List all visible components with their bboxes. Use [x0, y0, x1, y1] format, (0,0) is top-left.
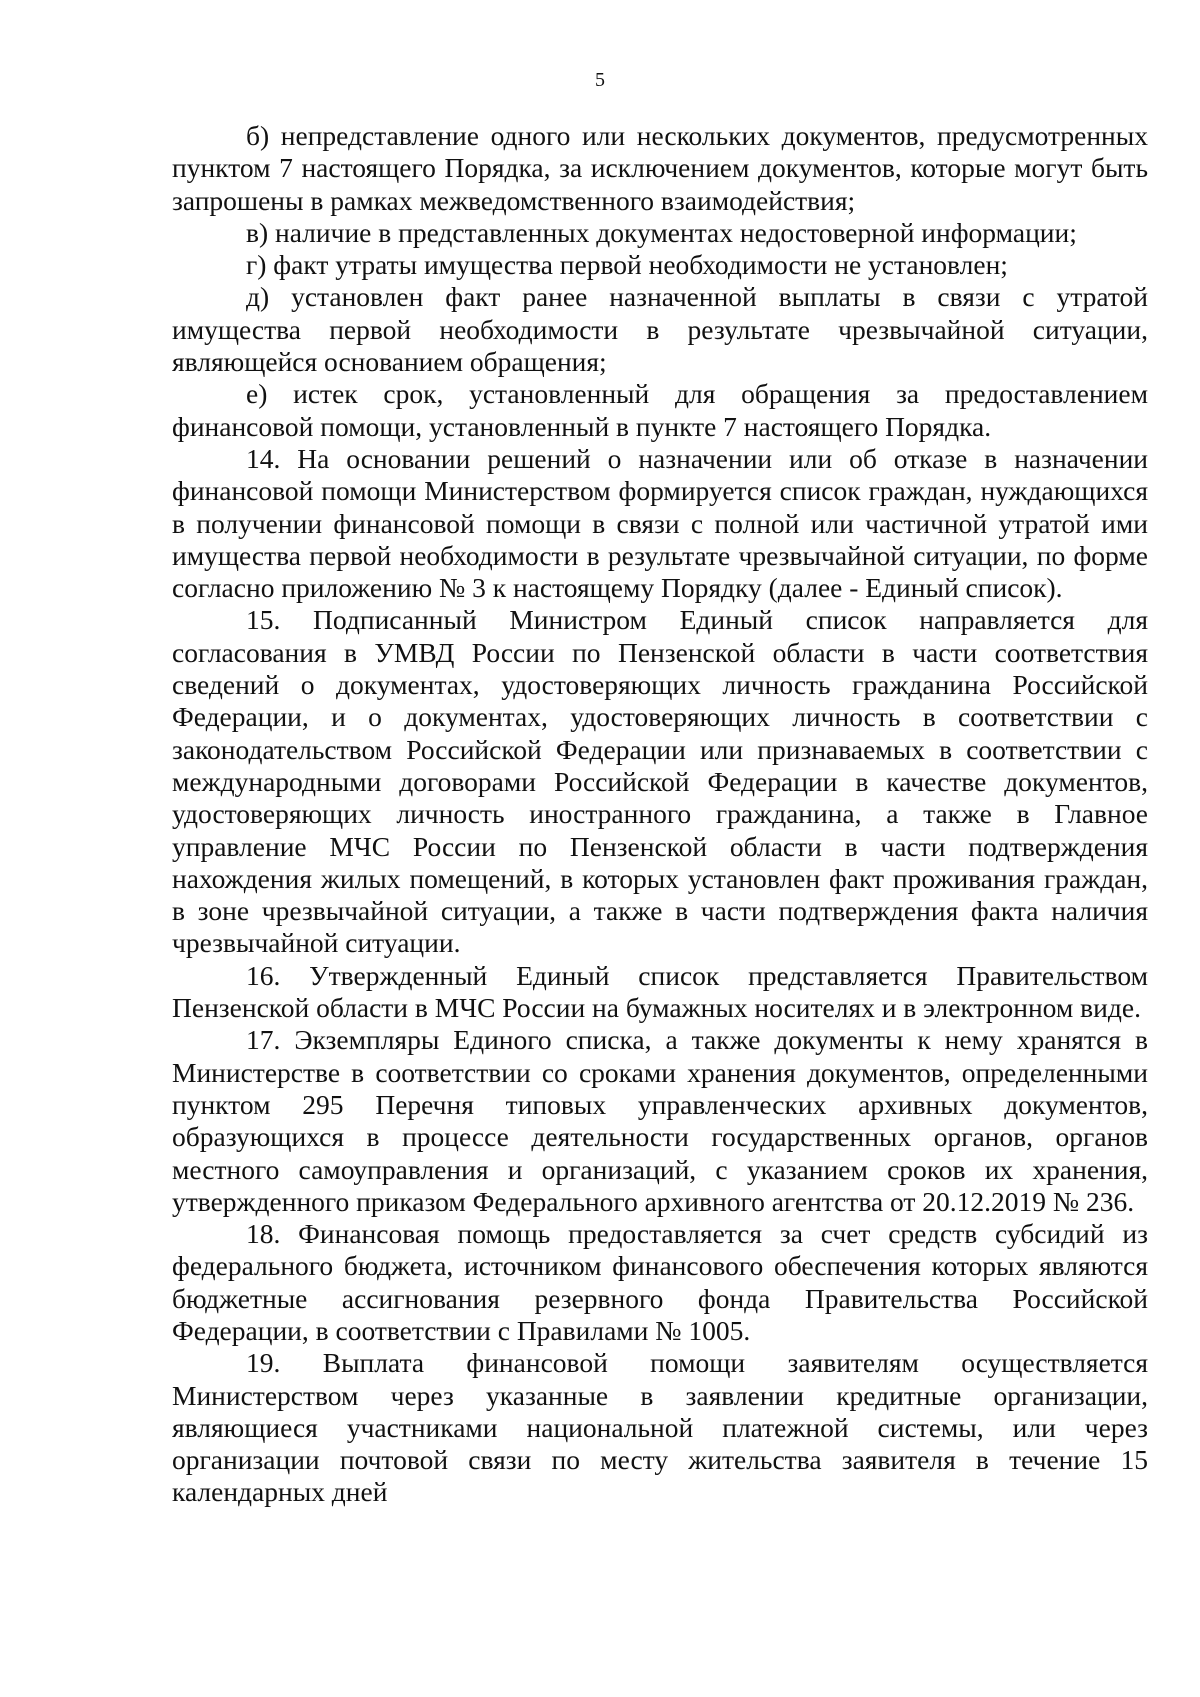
- paragraph-18: 18. Финансовая помощь предоставляется за счет средств субсидий из федерального бюджета, источником финансового обеспечения которых являются бюджетные ассигнования резервного фонда Правительства Российской Федерации, в соответствии с Правилами № 1005.: [172, 1218, 1148, 1346]
- paragraph-17: 17. Экземпляры Единого списка, а также документы к нему хранятся в Министерстве в соответствии со сроками хранения документов, определенными пунктом 295 Перечня типовых управленческих архивных документов, образующихся в процессе деятельности государственных органов, органов местного самоуправления и организаций, с указанием сроков их хранения, утвержденного приказом Федерального архивного агентства от 20.12.2019 № 236.: [172, 1024, 1148, 1217]
- page-number: 5: [595, 69, 605, 91]
- paragraph-item-g: г) факт утраты имущества первой необходимости не установлен;: [246, 249, 1008, 281]
- paragraph-item-v: в) наличие в представленных документах недостоверной информации;: [246, 216, 1077, 248]
- paragraph-16: 16. Утвержденный Единый список представляется Правительством Пензенской области в МЧС России на бумажных носителях и в электронном виде.: [172, 959, 1148, 1024]
- paragraph-item-e: е) истек срок, установленный для обращения за предоставлением финансовой помощи, установленный в пункте 7 настоящего Порядка.: [172, 378, 1148, 442]
- paragraph-item-b: б) непредставление одного или нескольких документов, предусмотренных пунктом 7 настоящего Порядка, за исключением документов, которые могут быть запрошены в рамках межведомственного взаимодействия;: [172, 120, 1148, 216]
- paragraph-19: 19. Выплата финансовой помощи заявителям осуществляется Министерством через указанные в заявлении кредитные организации, являющиеся участниками национальной платежной системы, или через организации почтовой связи по месту жительства заявителя в течение 15 календарных дней: [172, 1347, 1148, 1508]
- document-body: [172, 120, 1148, 1509]
- paragraph-item-d: д) установлен факт ранее назначенной выплаты в связи с утратой имущества первой необходимости в результате чрезвычайной ситуации, являющейся основанием обращения;: [172, 281, 1148, 378]
- paragraph-14: 14. На основании решений о назначении или об отказе в назначении финансовой помощи Министерством формируется список граждан, нуждающихся в получении финансовой помощи в связи с полной или частичной утратой ими имущества первой необходимости в результате чрезвычайной ситуации, по форме согласно приложению № 3 к настоящему Порядку (далее - Единый список).: [172, 442, 1148, 604]
- paragraph-15: 15. Подписанный Министром Единый список направляется для согласования в УМВД России по Пензенской области в части соответствия сведений о документах, удостоверяющих личность гражданина Российской Федерации, и о документах, удостоверяющих личность в соответствии с законодательством Российской Федерации или признаваемых в соответствии с международными договорами Российской Федерации в качестве документов, удостоверяющих личность иностранного гражданина, а также в Главное управление МЧС России по Пензенской области в части подтверждения нахождения жилых помещений, в которых установлен факт проживания граждан, в зоне чрезвычайной ситуации, а также в части подтверждения факта наличия чрезвычайной ситуации.: [172, 604, 1148, 959]
